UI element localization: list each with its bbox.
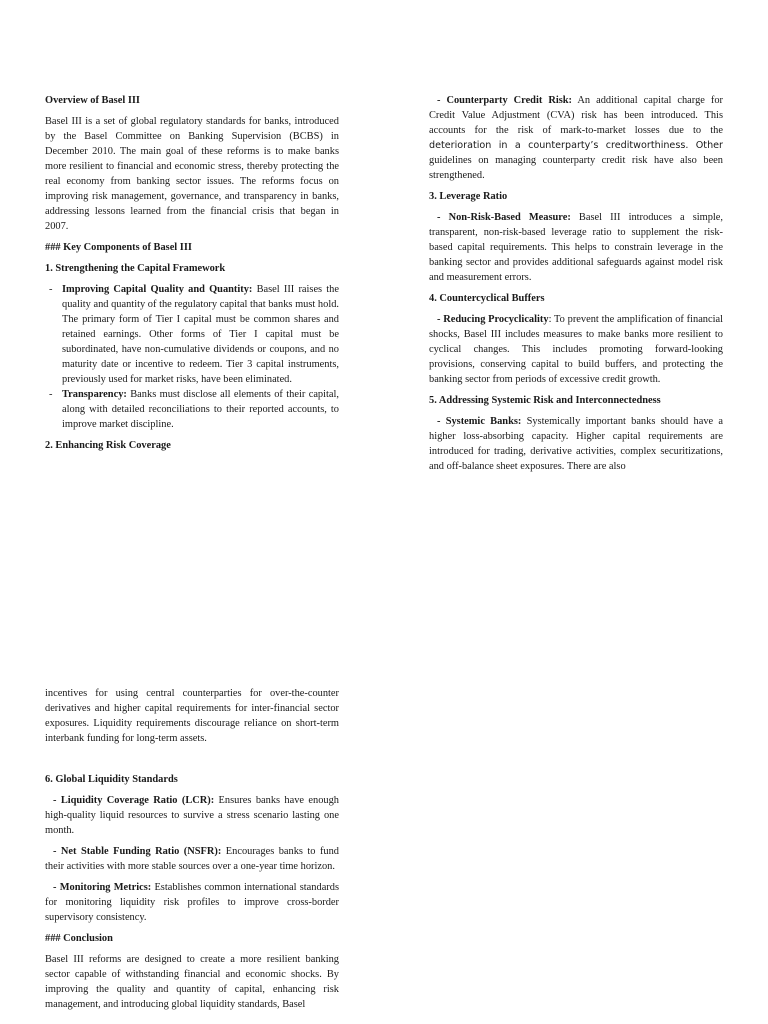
left-column (45, 93, 339, 453)
paragraph-term: - Net Stable Funding Ratio (NSFR): (53, 846, 222, 857)
conclusion-body: Basel III reforms are designed to create a more resilient banking sector capable of withstanding financial and economic shocks. By improving the quality and quantity of capital, enhancing risk management, and introducing global liquidity standards, Basel (45, 954, 339, 1010)
section-1-list (45, 282, 339, 432)
systemic-banks-paragraph (429, 414, 723, 474)
paragraph-text-tail: guidelines on managing counterparty credit risk have also been strengthened. (429, 155, 723, 181)
leverage-paragraph (429, 210, 723, 285)
paragraph-text: Encourages banks to fund their activities with more stable sources over a one-year time horizon. (45, 846, 339, 872)
paragraph-term: - Systemic Banks: (437, 416, 522, 427)
paragraph-text: Establishes common international standards for monitoring liquidity risk profiles to improve cross-border supervisory consistency. (45, 882, 340, 923)
paragraph-text: Basel III introduces a simple, transparent, non-risk-based leverage ratio to supplement the risk-based capital requirements. This helps to constrain leverage in the banking sector and provides additional safeguards against model risk and measurement errors. (429, 212, 724, 283)
list-item-term: Improving Capital Quality and Quantity: (62, 284, 253, 295)
paragraph-text-sans: deterioration in a counterparty’s creditworthiness. Other (429, 140, 723, 151)
bottom-left-column (45, 686, 339, 1012)
continuation-paragraph: incentives for using central counterparties for over-the-counter derivatives and higher capital requirements for inter-financial sector exposures. Liquidity requirements discourage reliance on short-term interbank funding for long-term assets. (45, 688, 339, 744)
key-components-heading: ### Key Components of Basel III (45, 242, 192, 253)
section-3-heading: 3. Leverage Ratio (429, 191, 508, 202)
list-item (45, 387, 339, 432)
paragraph-text: Ensures banks have enough high-quality liquid resources to survive a stress scenario lasting one month. (45, 795, 339, 836)
nsfr-paragraph (45, 844, 339, 874)
list-item (45, 282, 339, 387)
right-column (429, 93, 723, 474)
section-6-heading: 6. Global Liquidity Standards (45, 774, 178, 785)
paragraph-text: : To prevent the amplification of financial shocks, Basel III includes measures to make banks more resilient to cyclical changes. This includes promoting forward-looking provisions, conserving capital to build buffers, and protecting the banking sector from periods of excessive credit growth. (429, 314, 723, 385)
section-2-heading: 2. Enhancing Risk Coverage (45, 440, 171, 451)
section-5-heading: 5. Addressing Systemic Risk and Interconnectedness (429, 395, 661, 406)
list-item-text: Banks must disclose all elements of their capital, along with detailed reconciliations to their reported accounts, to improve market discipline. (62, 389, 339, 430)
section-4-heading: 4. Countercyclical Buffers (429, 293, 545, 304)
conclusion-heading: ### Conclusion (45, 933, 113, 944)
section-1-heading: 1. Strengthening the Capital Framework (45, 263, 226, 274)
paragraph-term: - Counterparty Credit Risk: (437, 95, 572, 106)
procyclicality-paragraph (429, 312, 723, 387)
paragraph-text: An additional capital charge for Credit Value Adjustment (CVA) risk has been introduced. This accounts for the risk of mark-to-market losses due to the (429, 95, 723, 136)
list-item-term: Transparency: (62, 389, 127, 400)
paragraph-term: - Reducing Procyclicality (437, 314, 549, 325)
overview-heading: Overview of Basel III (45, 95, 140, 106)
list-item-text: Basel III raises the quality and quantity of the regulatory capital that banks must hold. The primary form of Tier I capital must be common shares and retained earnings. Other forms of Tier I capital must be subordinated, have non-cumulative dividends or coupons, and no maturity date or incentive to redeem. Tier 3 capital instruments, previously used for market risks, have been eliminated. (62, 284, 339, 385)
paragraph-term: - Liquidity Coverage Ratio (LCR): (53, 795, 215, 806)
paragraph-term: - Monitoring Metrics: (53, 882, 152, 893)
paragraph-term: - Non-Risk-Based Measure: (437, 212, 571, 223)
paragraph-text: Systemically important banks should have a higher loss-absorbing capacity. Higher capital requirements are introduced for trading, derivative activities, complex securitizations, and off-balance sheet exposures. There are also (429, 416, 723, 472)
overview-body: Basel III is a set of global regulatory standards for banks, introduced by the Basel Committee on Banking Supervision (BCBS) in December 2010. The main goal of these reforms is to make banks more resilient to financial and economic stress, thereby protecting the real economy from banking sector issues. The reforms focus on improving risk management, governance, and transparency in banks, addressing lessons learned from the financial crisis that began in 2007. (45, 116, 339, 232)
counterparty-credit-risk-paragraph (429, 93, 723, 183)
lcr-paragraph (45, 793, 339, 838)
monitoring-paragraph (45, 880, 339, 925)
